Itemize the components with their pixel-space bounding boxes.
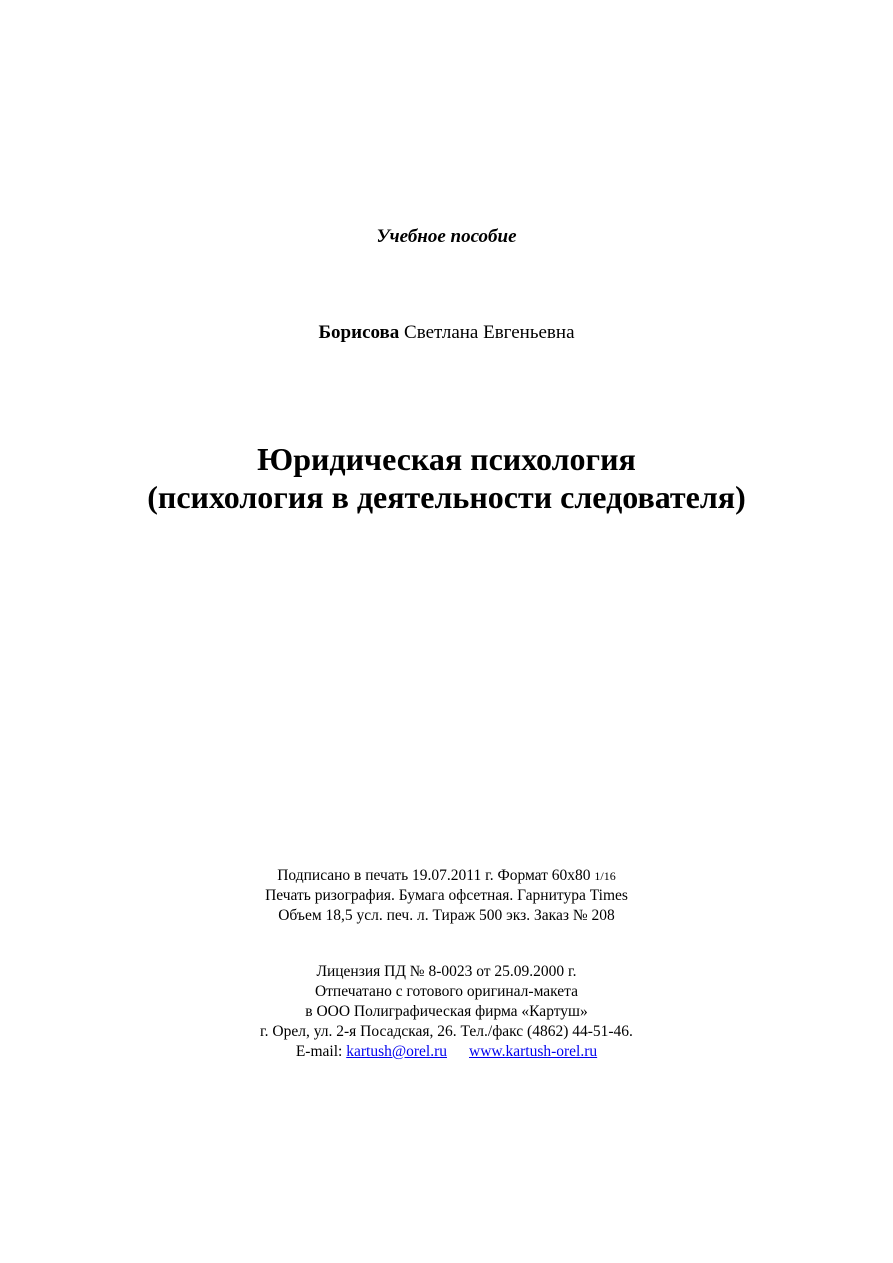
publisher-company: в ООО Полиграфическая фирма «Картуш»	[305, 1003, 588, 1020]
title-line-1: Юридическая психология	[257, 441, 636, 477]
print-info-line-3: Объем 18,5 усл. печ. л. Тираж 500 экз. Заказ № 208	[278, 907, 615, 924]
print-info-format-fraction: 1/16	[594, 869, 616, 883]
email-label: E-mail:	[295, 1043, 343, 1060]
author-given-names: Светлана Евгеньевна	[404, 322, 575, 343]
publisher-address: г. Орел, ул. 2-я Посадская, 26. Тел./факс (4862) 44-51-46.	[260, 1023, 633, 1040]
print-info	[0, 866, 893, 926]
document-title	[0, 440, 893, 516]
website-link[interactable]: www.kartush-orel.ru	[469, 1043, 598, 1060]
document-type: Учебное пособие	[376, 226, 517, 247]
publisher-info	[0, 962, 893, 1062]
publisher-printed-from: Отпечатано с готового оригинал-макета	[314, 983, 579, 1000]
print-info-line-2: Печать ризография. Бумага офсетная. Гарнитура Times	[265, 887, 628, 904]
publisher-license: Лицензия ПД № 8-0023 от 25.09.2000 г.	[316, 963, 577, 980]
print-info-signed: Подписано в печать 19.07.2011 г. Формат 60х80	[277, 867, 591, 884]
print-info-line-1	[0, 866, 893, 886]
email-link[interactable]: kartush@orel.ru	[346, 1043, 448, 1060]
publisher-contacts	[0, 1042, 893, 1062]
author-line	[0, 320, 893, 346]
title-line-2: (психология в деятельности следователя)	[147, 479, 746, 515]
author-surname: Борисова	[318, 322, 400, 343]
